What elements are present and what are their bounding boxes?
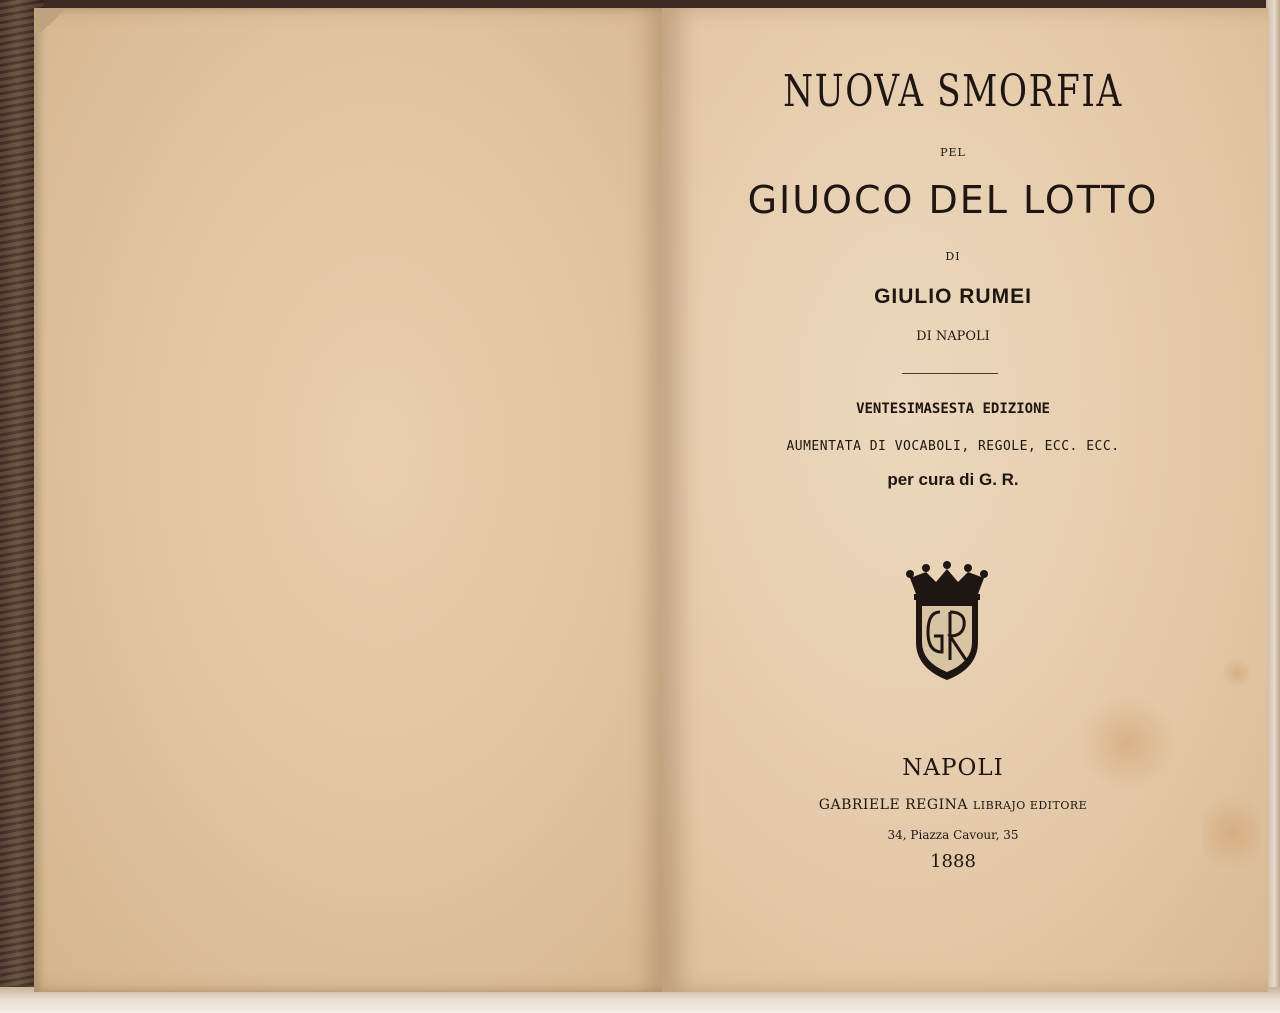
title-connector-pel: PEL: [940, 146, 966, 159]
author-name: GIULIO RUMEI: [874, 285, 1032, 308]
title-page: [662, 0, 1244, 1013]
augmentation-note: AUMENTATA DI VOCABOLI, REGOLE, ECC. ECC.: [786, 439, 1120, 454]
left-blank-page: [34, 8, 662, 992]
publisher-role: LIBRAJO EDITORE: [972, 799, 1088, 812]
edition-statement: VENTESIMASESTA EDIZIONE: [856, 401, 1050, 417]
publisher: [662, 797, 1244, 813]
author-city: DI NAPOLI: [916, 329, 990, 344]
svg-text:GR: GR: [947, 560, 949, 561]
curator-credit: per cura di G. R.: [887, 470, 1019, 489]
cover-right-edge: [1266, 0, 1280, 1013]
folded-corner: [34, 8, 74, 32]
subtitle: GIUOCO DEL LOTTO: [747, 178, 1159, 222]
title-connector-di: DI: [945, 250, 961, 263]
publication-place: NAPOLI: [902, 755, 1004, 781]
publisher-address: 34, Piazza Cavour, 35: [887, 828, 1019, 842]
divider-rule: [902, 373, 998, 374]
publisher-name: GABRIELE REGINA: [818, 797, 968, 813]
main-title: NUOVA SMORFIA: [783, 66, 1123, 117]
crowned-shield-emblem-icon: [902, 560, 992, 684]
publication-year: 1888: [930, 851, 976, 872]
